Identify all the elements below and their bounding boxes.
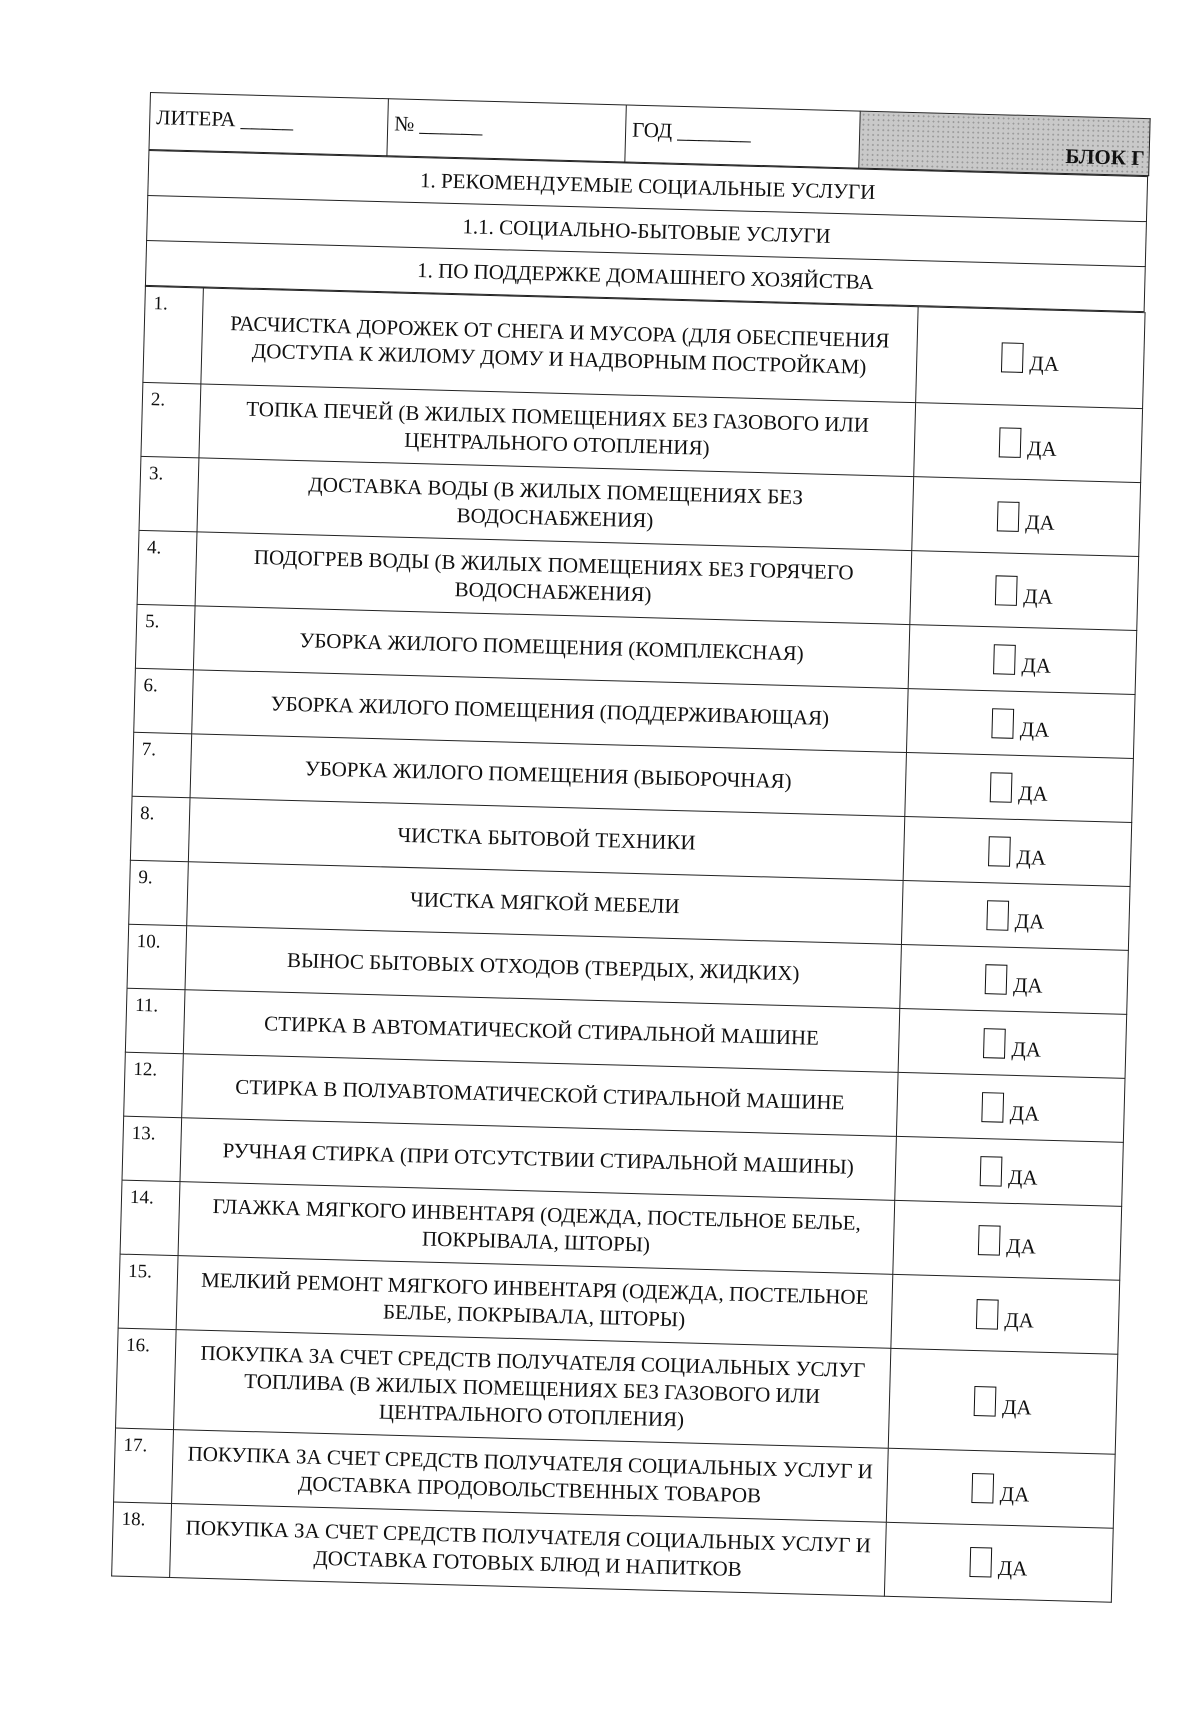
service-number: 16. — [116, 1328, 177, 1429]
service-check-cell — [888, 1348, 1118, 1454]
yes-checkbox[interactable] — [987, 900, 1010, 931]
service-name: УБОРКА ЖИЛОГО ПОМЕЩЕНИЯ (КОМПЛЕКСНАЯ) — [193, 606, 909, 689]
yes-checkbox[interactable] — [995, 575, 1018, 606]
yes-label: ДА — [1024, 510, 1056, 535]
service-name: ЧИСТКА БЫТОВОЙ ТЕХНИКИ — [188, 798, 904, 881]
yes-checkbox[interactable] — [985, 964, 1008, 995]
yes-checkbox[interactable] — [970, 1546, 993, 1577]
yes-label: ДА — [999, 1481, 1030, 1507]
service-number: 5. — [135, 604, 195, 669]
service-name: УБОРКА ЖИЛОГО ПОМЕЩЕНИЯ (ВЫБОРОЧНАЯ) — [190, 734, 906, 817]
yes-checkbox[interactable] — [993, 644, 1016, 675]
service-check-cell — [908, 625, 1137, 695]
yes-checkbox[interactable] — [980, 1156, 1003, 1187]
year-field[interactable]: ГОД _______ — [625, 105, 860, 168]
service-check-cell — [896, 1072, 1125, 1142]
service-number: 4. — [137, 530, 197, 605]
service-number: 1. — [143, 286, 203, 383]
service-check-cell — [910, 551, 1139, 631]
yes-checkbox[interactable] — [988, 836, 1011, 867]
yes-checkbox[interactable] — [992, 708, 1015, 739]
service-check-cell — [893, 1200, 1122, 1280]
yes-checkbox[interactable] — [974, 1386, 997, 1417]
yes-checkbox[interactable] — [999, 427, 1022, 458]
service-number: 17. — [114, 1428, 174, 1503]
service-check-cell — [901, 880, 1130, 950]
service-number: 8. — [130, 796, 190, 861]
services-table — [111, 286, 1145, 1603]
yes-label: ДА — [1017, 780, 1049, 806]
service-number: 18. — [112, 1502, 172, 1577]
yes-checkbox[interactable] — [997, 501, 1020, 532]
section-title-household-support: 1. ПО ПОДДЕРЖКЕ ДОМАШНЕГО ХОЗЯЙСТВА — [145, 240, 1145, 311]
service-name: УБОРКА ЖИЛОГО ПОМЕЩЕНИЯ (ПОДДЕРЖИВАЮЩАЯ) — [192, 670, 908, 753]
sections-table — [145, 150, 1148, 312]
service-number: 12. — [124, 1052, 184, 1117]
yes-label: ДА — [1021, 653, 1052, 678]
service-check-cell — [906, 689, 1135, 759]
yes-label: ДА — [1014, 908, 1045, 934]
service-name: МЕЛКИЙ РЕМОНТ МЯГКОГО ИНВЕНТАРЯ (ОДЕЖДА, ПОСТЕЛЬНОЕ БЕЛЬЕ, ПОКРЫВАЛА, ШТОРЫ) — [176, 1256, 893, 1349]
yes-label: ДА — [1001, 1394, 1032, 1420]
service-name: ЧИСТКА МЯГКОЙ МЕБЕЛИ — [187, 862, 903, 945]
service-number: 7. — [132, 732, 192, 797]
section-title-recommended-services: 1. РЕКОМЕНДУЕМЫЕ СОЦИАЛЬНЫЕ УСЛУГИ — [148, 150, 1148, 221]
yes-label: ДА — [1011, 1036, 1042, 1062]
section-title-social-household-services: 1.1. СОЦИАЛЬНО-БЫТОВЫЕ УСЛУГИ — [147, 195, 1147, 266]
yes-checkbox[interactable] — [1001, 342, 1024, 373]
service-check-cell — [905, 753, 1134, 823]
yes-label: ДА — [1023, 584, 1054, 609]
yes-checkbox[interactable] — [976, 1299, 999, 1330]
service-name: ДОСТАВКА ВОДЫ (В ЖИЛЫХ ПОМЕЩЕНИЯХ БЕЗ ВОДОСНАБЖЕНИЯ) — [197, 458, 914, 551]
yes-label: ДА — [1007, 1164, 1038, 1190]
yes-checkbox[interactable] — [990, 772, 1013, 803]
form-sheet — [111, 92, 1150, 1603]
yes-label: ДА — [1016, 844, 1047, 870]
service-number: 15. — [118, 1254, 178, 1329]
yes-label: ДА — [1009, 1100, 1040, 1126]
service-name: РУЧНАЯ СТИРКА (ПРИ ОТСУТСТВИИ СТИРАЛЬНОЙ МАШИНЫ) — [180, 1118, 896, 1201]
yes-label: ДА — [1019, 716, 1050, 742]
service-number: 10. — [127, 924, 187, 989]
service-check-cell — [895, 1136, 1124, 1206]
yes-checkbox[interactable] — [982, 1092, 1005, 1123]
service-name: СТИРКА В АВТОМАТИЧЕСКОЙ СТИРАЛЬНОЙ МАШИНЕ — [183, 990, 899, 1073]
service-number: 9. — [129, 860, 189, 925]
service-name: ГЛАЖКА МЯГКОГО ИНВЕНТАРЯ (ОДЕЖДА, ПОСТЕЛЬНОЕ БЕЛЬЕ, ПОКРЫВАЛА, ШТОРЫ) — [178, 1182, 895, 1275]
service-check-cell — [903, 817, 1132, 887]
yes-label: ДА — [1012, 972, 1043, 998]
service-check-cell — [912, 477, 1141, 557]
service-number: 3. — [139, 456, 199, 531]
service-number: 2. — [141, 382, 201, 457]
service-check-cell — [884, 1522, 1113, 1602]
yes-checkbox[interactable] — [972, 1473, 995, 1504]
number-field[interactable]: № ______ — [387, 99, 626, 162]
service-check-cell — [898, 1008, 1127, 1078]
service-number: 11. — [125, 988, 185, 1053]
yes-label: ДА — [1004, 1307, 1035, 1333]
yes-label: ДА — [1029, 351, 1060, 376]
service-name: РАСЧИСТКА ДОРОЖЕК ОТ СНЕГА И МУСОРА (ДЛЯ ОБЕСПЕЧЕНИЯ ДОСТУПА К ЖИЛОМУ ДОМУ И НАДВОРНЫМ ПОСТРОЙКАМ) — [201, 288, 918, 403]
service-number: 6. — [134, 668, 194, 733]
litera-field[interactable]: ЛИТЕРА _____ — [149, 93, 388, 156]
yes-checkbox[interactable] — [983, 1028, 1006, 1059]
yes-label: ДА — [1006, 1233, 1037, 1259]
service-check-cell — [916, 307, 1145, 409]
service-number: 13. — [122, 1116, 182, 1181]
service-number: 14. — [120, 1180, 180, 1255]
service-check-cell — [900, 944, 1129, 1014]
yes-label: ДА — [997, 1555, 1028, 1581]
service-check-cell — [891, 1274, 1120, 1354]
service-name: СТИРКА В ПОЛУАВТОМАТИЧЕСКОЙ СТИРАЛЬНОЙ МАШИНЕ — [182, 1054, 898, 1137]
yes-label: ДА — [1026, 436, 1058, 461]
block-label: БЛОК Г — [859, 111, 1150, 176]
service-name: ВЫНОС БЫТОВЫХ ОТХОДОВ (ТВЕРДЫХ, ЖИДКИХ) — [185, 926, 901, 1009]
service-name: ТОПКА ПЕЧЕЙ (В ЖИЛЫХ ПОМЕЩЕНИЯХ БЕЗ ГАЗОВОГО ИЛИ ЦЕНТРАЛЬНОГО ОТОПЛЕНИЯ) — [199, 384, 916, 477]
service-name: ПОКУПКА ЗА СЧЕТ СРЕДСТВ ПОЛУЧАТЕЛЯ СОЦИАЛЬНЫХ УСЛУГ И ДОСТАВКА ГОТОВЫХ БЛЮД И НАПИТКОВ — [170, 1504, 887, 1597]
service-name: ПОКУПКА ЗА СЧЕТ СРЕДСТВ ПОЛУЧАТЕЛЯ СОЦИАЛЬНЫХ УСЛУГ И ДОСТАВКА ПРОДОВОЛЬСТВЕННЫХ ТОВАРОВ — [172, 1430, 889, 1523]
service-check-cell — [886, 1448, 1115, 1528]
service-check-cell — [914, 403, 1143, 483]
service-name: ПОДОГРЕВ ВОДЫ (В ЖИЛЫХ ПОМЕЩЕНИЯХ БЕЗ ГОРЯЧЕГО ВОДОСНАБЖЕНИЯ) — [195, 532, 912, 625]
yes-checkbox[interactable] — [978, 1225, 1001, 1256]
service-name: ПОКУПКА ЗА СЧЕТ СРЕДСТВ ПОЛУЧАТЕЛЯ СОЦИАЛЬНЫХ УСЛУГ ТОПЛИВА (В ЖИЛЫХ ПОМЕЩЕНИЯХ БЕЗ ГАЗОВОГО ИЛИ ЦЕНТРАЛЬНОГО ОТОПЛЕНИЯ) — [173, 1330, 890, 1449]
